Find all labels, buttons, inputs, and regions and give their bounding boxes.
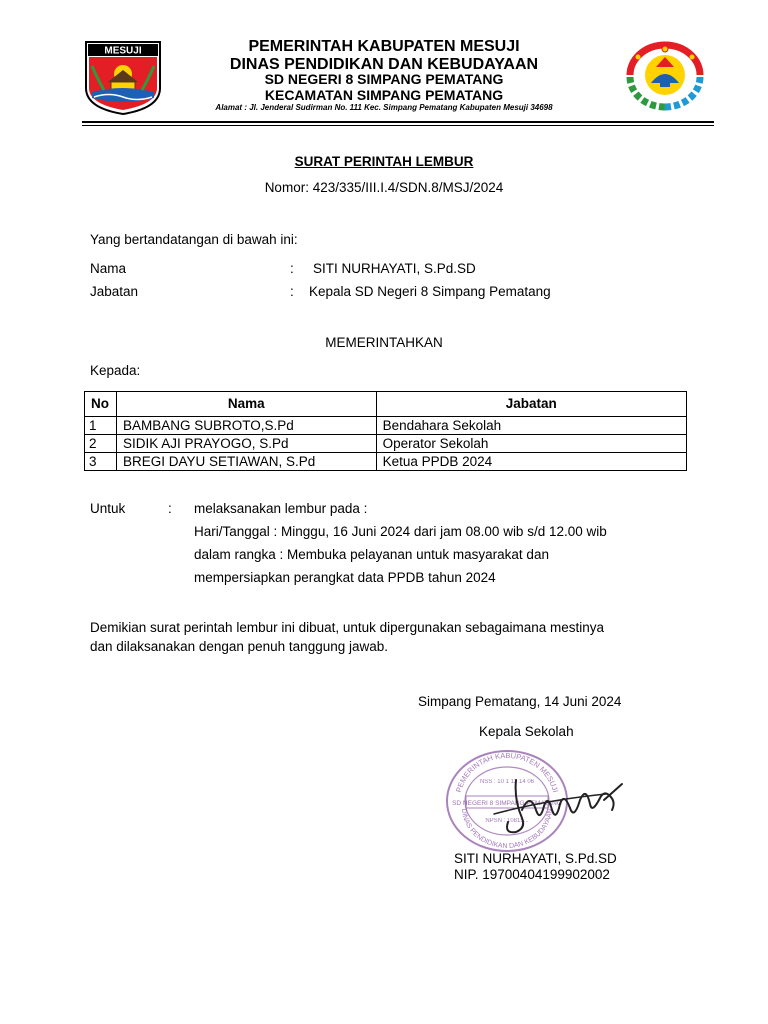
table-cell-no: 3: [85, 453, 117, 471]
signer-name-colon: :: [290, 261, 294, 276]
table-cell-no: 2: [85, 435, 117, 453]
table-cell-position: Operator Sekolah: [376, 435, 686, 453]
purpose-line-3: dalam rangka : Membuka pelayanan untuk masyarakat dan: [194, 547, 549, 562]
stamp-text-top: PEMERINTAH KABUPATEN MESUJI: [454, 750, 560, 794]
table-header-position: Jabatan: [376, 392, 686, 417]
signature-place-date: Simpang Pematang, 14 Juni 2024: [418, 694, 622, 709]
letterhead-address: Alamat : Jl. Jenderal Sudirman No. 111 Kec. Simpang Pematang Kabupaten Mesuji 34698: [215, 103, 553, 112]
table-header-name: Nama: [116, 392, 376, 417]
signer-nip: NIP. 19700404199902002: [454, 867, 610, 882]
order-heading: MEMERINTAHKAN: [325, 335, 443, 350]
table-cell-position: Ketua PPDB 2024: [376, 453, 686, 471]
letterhead-department: DINAS PENDIDIKAN DAN KEBUDAYAAN: [229, 56, 539, 73]
letter-title: SURAT PERINTAH LEMBUR: [294, 154, 474, 169]
signature-position: Kepala Sekolah: [479, 724, 574, 739]
purpose-line-2: Hari/Tanggal : Minggu, 16 Juni 2024 dari jam 08.00 wib s/d 12.00 wib: [194, 524, 607, 539]
handwritten-signature: [486, 770, 636, 855]
letterhead-school: SD NEGERI 8 SIMPANG PEMATANG: [264, 71, 504, 87]
table-row: [85, 453, 687, 471]
letterhead-divider-thin: [82, 125, 714, 126]
letter-number: Nomor: 423/335/III.I.4/SDN.8/MSJ/2024: [264, 180, 504, 195]
closing-line-2: dan dilaksanakan dengan penuh tanggung jawab.: [90, 639, 389, 654]
signer-name: SITI NURHAYATI, S.Pd.SD: [454, 851, 617, 866]
logo-mesuji-text: MESUJI: [104, 45, 142, 57]
table-header-no: No: [85, 392, 117, 417]
letterhead-district: KECAMATAN SIMPANG PEMATANG: [264, 87, 504, 103]
letterhead-divider-thick: [82, 121, 714, 123]
purpose-colon: :: [168, 501, 172, 516]
signer-position-value: Kepala SD Negeri 8 Simpang Pematang: [309, 284, 551, 299]
purpose-label: Untuk: [90, 501, 126, 516]
signer-position-label: Jabatan: [90, 284, 139, 299]
intro-text: Yang bertandatangan di bawah ini:: [90, 232, 298, 247]
table-cell-name: BAMBANG SUBROTO,S.Pd: [116, 417, 376, 435]
stamp-npsn: NPSN : 10815...: [485, 818, 529, 824]
table-cell-position: Bendahara Sekolah: [376, 417, 686, 435]
table-header-row: [85, 392, 687, 417]
purpose-line-1: melaksanakan lembur pada :: [194, 501, 368, 516]
stamp-code: NSS : 10 1 12 14 06: [479, 779, 535, 785]
table-row: [85, 417, 687, 435]
staff-table: [84, 391, 687, 471]
signer-name-value: SITI NURHAYATI, S.Pd.SD: [313, 261, 476, 276]
recipient-label: Kepada:: [90, 363, 141, 378]
signer-name-label: Nama: [90, 261, 127, 276]
closing-line-1: Demikian surat perintah lembur ini dibuat, untuk dipergunakan sebagaimana mestinya: [90, 620, 605, 635]
stamp-text-bottom: DINAS PENDIDIKAN DAN KEBUDAYAAN: [459, 808, 555, 851]
stamp-text-middle: SD NEGERI 8 SIMPANG PEMATANG: [452, 800, 562, 807]
table-cell-name: BREGI DAYU SETIAWAN, S.Pd: [116, 453, 376, 471]
signer-position-colon: :: [290, 284, 294, 299]
letterhead-government: PEMERINTAH KABUPATEN MESUJI: [248, 38, 520, 55]
table-cell-no: 1: [85, 417, 117, 435]
table-cell-name: SIDIK AJI PRAYOGO, S.Pd: [116, 435, 376, 453]
table-row: [85, 435, 687, 453]
purpose-line-4: mempersiapkan perangkat data PPDB tahun 2024: [194, 570, 496, 585]
